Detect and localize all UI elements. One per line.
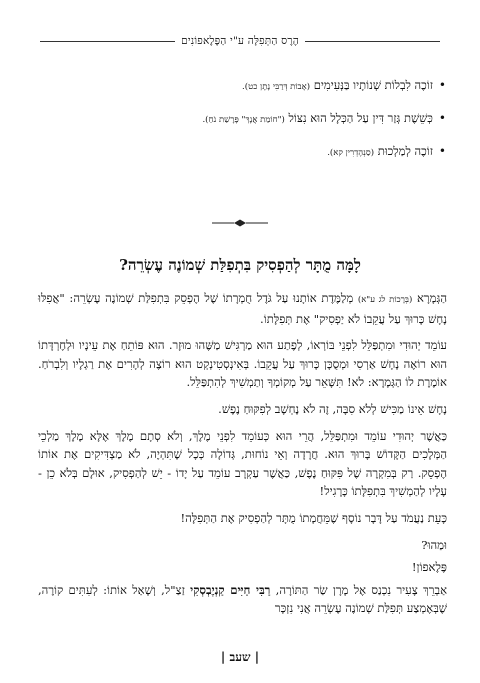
bullet-icon: • — [438, 78, 446, 92]
paragraph: כָּעֵת נַעֲמֹד עַל דָּבָר נוֹסָף שֶׁמֵּחֲמָתוֹ מֻתָּר לְהַפְסִיק אֶת הַתְּפִלָּה! — [180, 510, 447, 525]
page-number: | שעב | — [220, 650, 260, 664]
inline-source: (בְּרָכוֹת לג ע"א) — [357, 295, 413, 305]
running-head-title: הֶרֶס הַתְּפִלָּה ע"י הַפֶּלֶאפוֹנִים — [181, 35, 299, 47]
paragraph-text: מְלַמֶּדֶת אוֹתָנוּ עַל גֹּדֶל חֻמְרָתוֹ שֶׁל הֶפְסֵק בִּתְפִלַּת שְׁמוֹנֶה עֶשְׂרֵה: "אֲפִלּוּ נָחָשׁ כָּרוּךְ עַל עֲקֵבוֹ לֹא יַפְסִיק" אֶת תְּפִלָּתוֹ. — [38, 291, 447, 326]
bullet-source: (אָבוֹת דְּרַבִּי נָתָן כט). — [242, 82, 311, 92]
paragraph: עוֹמֵד יְהוּדִי וּמִתְפַּלֵּל לִפְנֵי בּוֹרְאוֹ, לְפֶתַע הוּא מַרְגִּישׁ מַשֶּׁהוּ מוּזָר. הוּא פּוֹתֵחַ אֶת עֵינָיו וּלְחֶרְדָּתוֹ הוּא רוֹאֶה נָחָשׁ אַרְסִי וּמְסֻכָּן כָּרוּךְ עַל עֲקֵבוֹ. בְּאִינְסְטִינְקְט הוּא רוֹצֶה לְהָרִים אֶת רַגְלָיו וְלִבְרֹחַ. אוֹמֶרֶת לוֹ הַגְּמָרָא: לֹא! תִּשָּׁאֵר עַל מְקוֹמְךָ וְתַמְשִׁיךְ לְהִתְפַּלֵּל. — [38, 338, 447, 390]
running-head — [40, 34, 440, 48]
running-head-rule-right — [305, 41, 440, 42]
bullet-list — [60, 78, 446, 177]
bullet-source: (סַנְהֶדְרִין קא). — [327, 148, 375, 158]
paragraph: וּמַהוּ? — [421, 537, 447, 552]
bullet-item — [60, 78, 446, 95]
paragraph — [38, 581, 447, 618]
paragraph — [38, 289, 447, 328]
paragraph: נָחָשׁ אֵינוֹ מַכִּישׁ לְלֹא סִבָּה, זֶה לֹא נֶחְשָׁב לְפִקּוּחַ נֶפֶשׁ. — [218, 401, 447, 416]
bullet-icon: • — [438, 144, 446, 158]
bullet-main: כְּשֵׁשֶׁת גְּזַר דִּין עַל הַכְּלָל הוּא נִצּוֹל — [288, 111, 433, 125]
bullet-main: זוֹכֶה לְמַלְכוּת — [377, 144, 433, 158]
body-text — [38, 289, 447, 626]
paragraph-text: זַצַ"ל, וְשָׁאַל אוֹתוֹ: לְעִתִּים קוֹרֶה, שֶׁבְּאֶמְצַע תְּפִלַּת שְׁמוֹנֶה עֶשְׂרֵה אֲנִי נִזְכָּר — [38, 582, 447, 616]
section-heading: לָמָּה מֻתָּר לְהַפְסִיק בִּתְפִלַּת שְׁמוֹנֶה עֶשְׂרֵה? — [119, 256, 361, 274]
rabbi-name: רַבִּי חַיִּים קַנְיֶבְסְקִי — [190, 582, 271, 597]
bullet-item — [60, 144, 446, 161]
paragraph: פֶּלֶאפוֹן! — [411, 560, 447, 575]
bullet-text — [327, 144, 433, 161]
gemara-term: הַגְּמָרָא — [416, 291, 447, 305]
bullet-main: זוֹכֶה לִבְלוֹת שְׁנוֹתָיו בַּנְּעִימִים — [313, 78, 433, 92]
bullet-source: ("חוֹמַת אֲנָךְ" פָּרָשַׁת נֹחַ). — [202, 115, 285, 125]
bullet-item — [60, 111, 446, 128]
paragraph: כַּאֲשֶׁר יְהוּדִי עוֹמֵד וּמִתְפַּלֵּל, הֲרֵי הוּא כְּעוֹמֵד לִפְנֵי מֶלֶךְ, וְלֹא סְתָם מֶלֶךְ אֶלָּא מֶלֶךְ מַלְכֵי הַמְּלָכִים הַקָּדוֹשׁ בָּרוּךְ הוּא. חֲרָדָה וְאֵי נוֹחוּת, גְּדוֹלָה כְּכָל שֶׁתִּהְיֶה, לֹא מַצְדִּיקִים אֶת אוֹתוֹ הֶפְסֵק. רַק בְּמִקְרֶה שֶׁל פִּקּוּחַ נֶפֶשׁ, כַּאֲשֶׁר עַקְרָב עוֹמֵד עַל יָדוֹ - יֵשׁ לְהַפְסִיק, אוּלָם בְּלֹא כֵן - עָלָיו לְהַמְשִׁיךְ בִּתְפִלָּתוֹ כָּרָגִיל! — [38, 428, 447, 499]
paragraph-text: אַבְרֵךְ צָעִיר נִכְנַס אֶל מָרָן שַׂר הַתּוֹרָה, — [275, 582, 448, 597]
bullet-text — [202, 111, 432, 128]
running-head-rule-left — [40, 41, 175, 42]
bullet-icon: • — [438, 111, 446, 125]
bullet-text — [242, 78, 433, 95]
divider-ornament-icon — [210, 218, 270, 228]
